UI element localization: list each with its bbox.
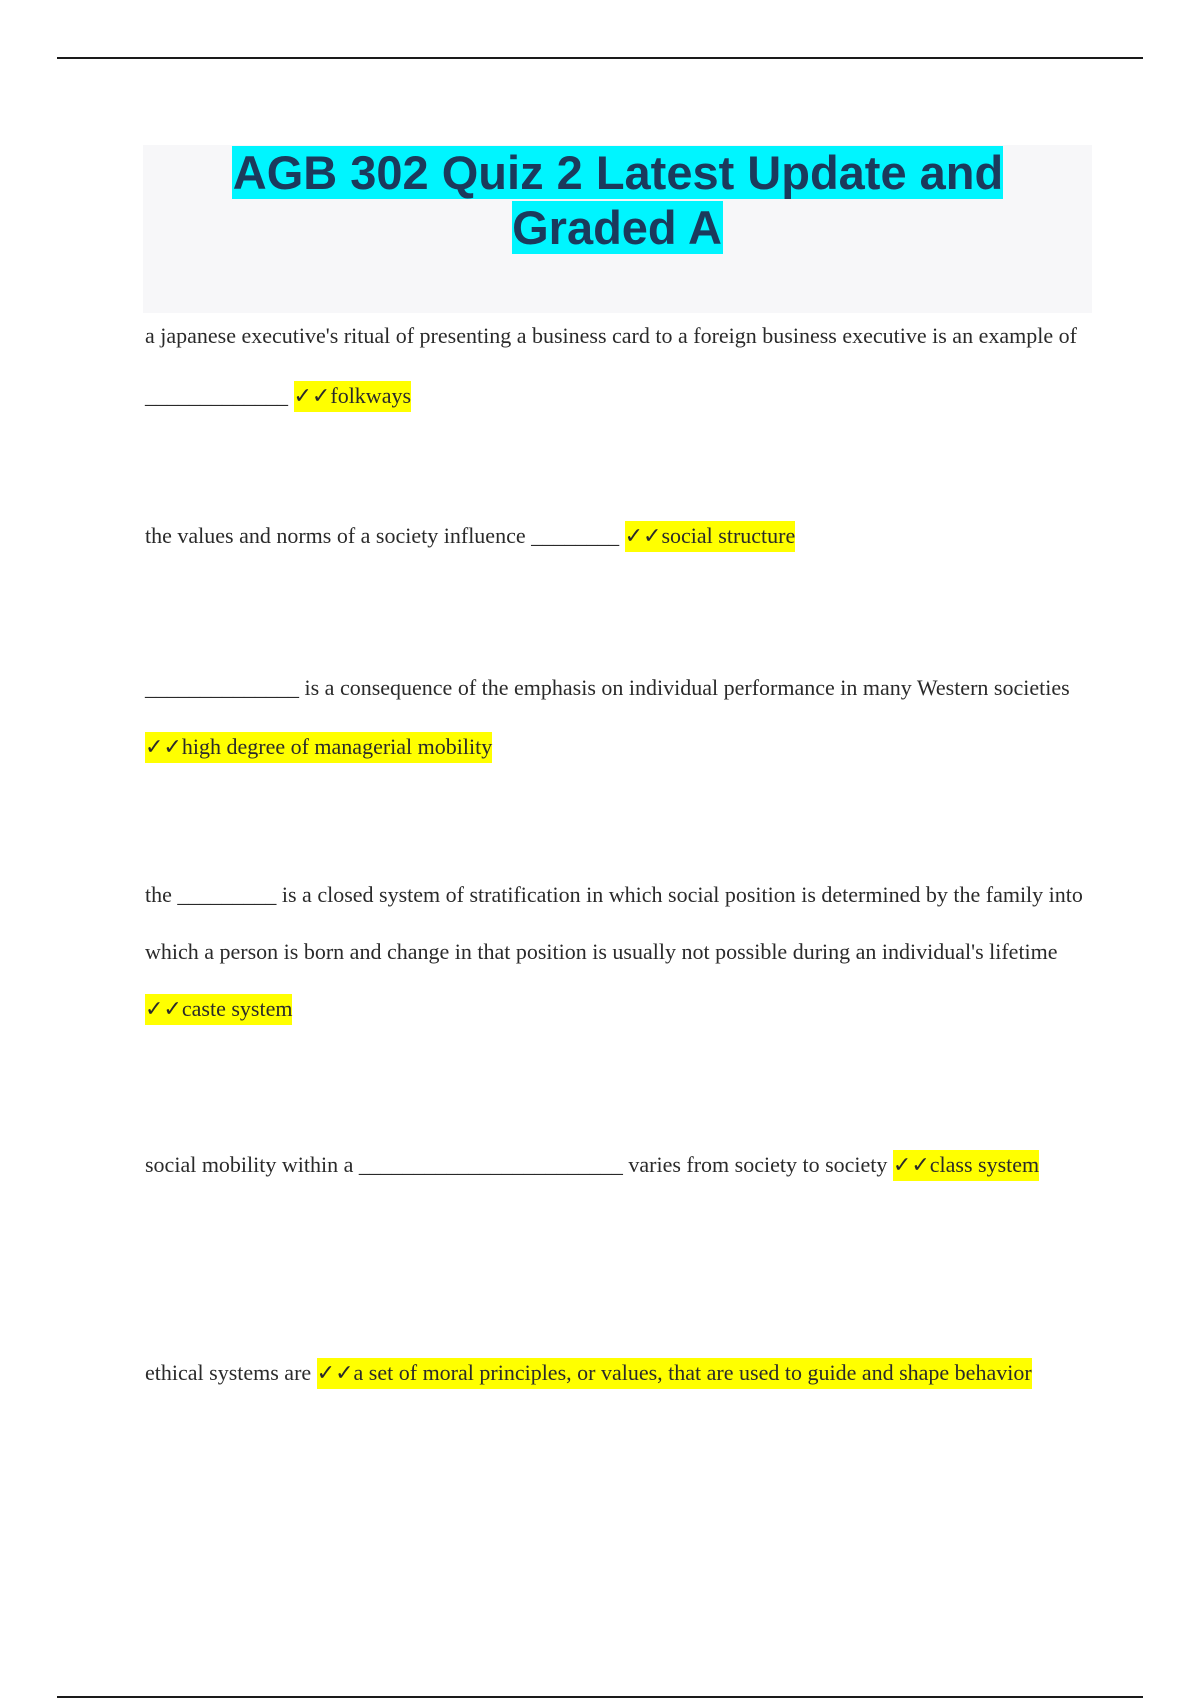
answer-highlight: ✓✓social structure <box>625 521 796 552</box>
answer-highlight: ✓✓high degree of managerial mobility <box>145 732 492 763</box>
question-1 <box>145 306 1085 426</box>
question-prompt: ______________ is a consequence of the emphasis on individual performance in many Western societies <box>145 675 1070 700</box>
question-prompt: a japanese executive's ritual of presenting a business card to a foreign business executive is an example of _____________ <box>145 323 1077 408</box>
bottom-rule <box>57 1696 1143 1698</box>
question-3 <box>145 658 1085 776</box>
answer-highlight: ✓✓caste system <box>145 994 292 1025</box>
question-5 <box>145 1134 1085 1195</box>
top-rule <box>57 57 1143 59</box>
page-title-text: AGB 302 Quiz 2 Latest Update and Graded A <box>232 146 1004 254</box>
question-prompt: the values and norms of a society influence ________ <box>145 523 620 548</box>
page-title <box>143 145 1092 255</box>
answer-highlight: ✓✓class system <box>893 1150 1039 1181</box>
question-4 <box>145 866 1085 1037</box>
question-6 <box>145 1342 1085 1403</box>
title-banner <box>143 145 1092 313</box>
answer-highlight: ✓✓a set of moral principles, or values, that are used to guide and shape behavior <box>317 1358 1032 1389</box>
question-prompt: social mobility within a ________________________ varies from society to society <box>145 1152 888 1177</box>
answer-highlight: ✓✓folkways <box>294 381 412 412</box>
question-2 <box>145 506 1085 566</box>
question-prompt: the _________ is a closed system of stratification in which social position is determined by the family into which a person is born and change in that position is usually not possible during an individual's lifetime <box>145 882 1083 964</box>
question-prompt: ethical systems are <box>145 1360 312 1385</box>
